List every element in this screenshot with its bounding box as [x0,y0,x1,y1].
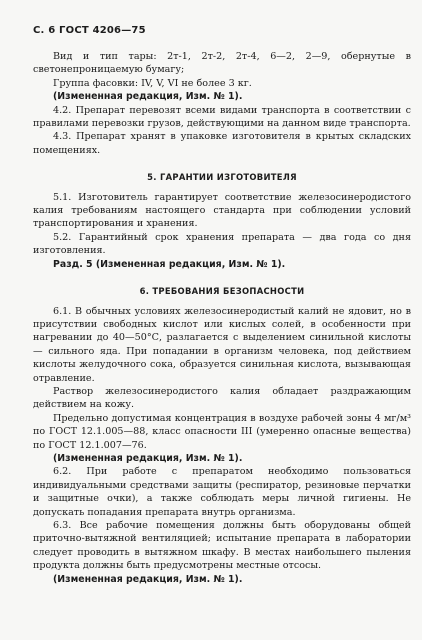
paragraph-4-2: 4.2. Препарат перевозят всеми видами транспорта в соответствии с правилами перевозки грузов, действующими на данном виде транспорта. [33,104,411,130]
paragraph-6-3: 6.3. Все рабочие помещения должны быть оборудованы общей приточно-вытяжной вентиляцией; испытание препарата в лаборатории следует проводить в вытяжном шкафу. В местах наибольшего пыления продукта должны быть предусмотрены местные отсосы. [33,520,411,572]
section-title-6: 6. ТРЕБОВАНИЯ БЕЗОПАСНОСТИ [139,286,305,297]
page-header: С. 6 ГОСТ 4206—75 [33,25,146,36]
paragraph-concentration: Предельно допустимая концентрация в воздухе рабочей зоны 4 мг/м³ по ГОСТ 12.1.005—88, класс опасности III (умеренно опасные вещества) по ГОСТ 12.1.007—76. [33,412,411,451]
paragraph-6-1: 6.1. В обычных условиях железосинеродистый калий не ядовит, но в присутствии свободных кислот или кислых солей, в особенности при нагревании до 40—50°С, разлагается с выделением синильной кислоты — сильного яда. При попадании в организм человека, под действием кислоты желудочного сока, образуется синильная кислота, вызывающая отравление. [33,305,411,384]
amendment-note: (Измененная редакция, Изм. № 1). [53,91,243,103]
paragraph-packing-group: Группа фасовки: IV, V, VI не более 3 кг. [53,77,252,89]
paragraph-5-2: 5.2. Гарантийный срок хранения препарата — два года со дня изготовления. [33,231,411,257]
paragraph-6-2: 6.2. При работе с препаратом необходимо пользоваться индивидуальными средствами защиты (респиратор, резиновые перчатки и защитные очки), а также соблюдать меры личной гигиены. Не допускать попадания препарата внутрь организма. [33,466,411,518]
amendment-note: (Измененная редакция, Изм. № 1). [53,452,243,464]
paragraph-skin-irritation: Раствор железосинеродистого калия обладает раздражающим действием на кожу. [33,385,411,411]
paragraph-5-1: 5.1. Изготовитель гарантирует соответствие железосинеродистого калия требованиям настоящего стандарта при соблюдении условий транспортирования и хранения. [33,191,411,230]
amendment-note: (Измененная редакция, Изм. № 1). [53,573,243,585]
paragraph-4-3: 4.3. Препарат хранят в упаковке изготовителя в крытых складских помещениях. [33,131,411,156]
document-body [33,50,411,586]
paragraph-packaging-type: Вид и тип тары: 2т-1, 2т-2, 2т-4, 6—2, 2—9, обернутые в светонепроницаемую бумагу; [33,51,411,76]
amendment-note: Разд. 5 (Измененная редакция, Изм. № 1). [53,258,286,270]
section-title-5: 5. ГАРАНТИИ ИЗГОТОВИТЕЛЯ [147,172,297,183]
